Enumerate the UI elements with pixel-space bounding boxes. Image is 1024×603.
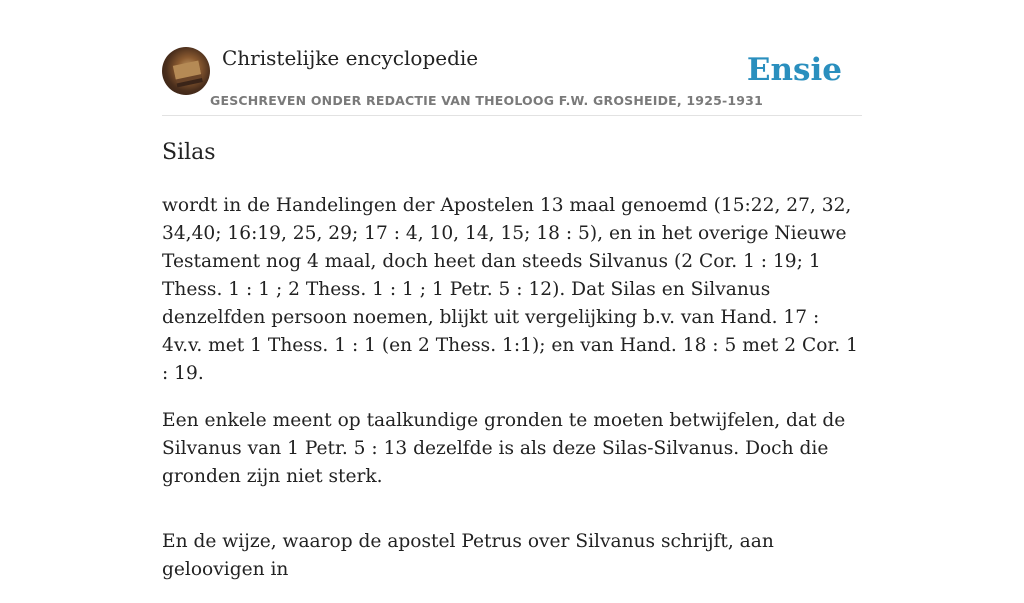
article-paragraph: wordt in de Handelingen der Apostelen 13 maal genoemd (15:22, 27, 32, 34,40; 16:19, 25, 29; 17 : 4, 10, 14, 15; 18 : 5), en in het overige Nieuwe Testament nog 4 maal, doch heet dan steeds Silvanus (2 Cor. 1 : 19; 1 Thess. 1 : 1 ; 2 Thess. 1 : 1 ; 1 Petr. 5 : 12). Dat Silas en Silvanus denzelfden persoon noemen, blijkt uit vergelijking b.v. van Hand. 17 : 4v.v. met 1 Thess. 1 : 1 (en 2 Thess. 1:1); en van Hand. 18 : 5 met 2 Cor. 1 : 19. [162, 195, 858, 384]
article-title: Silas [162, 140, 216, 165]
ensie-brand-link[interactable]: Ensie [746, 52, 842, 88]
site-logo-avatar[interactable] [162, 47, 210, 95]
article-body [162, 192, 862, 603]
article-paragraph: Een enkele meent op taalkundige gronden te moeten betwijfelen, dat de Silvanus van 1 Petr. 5 : 13 dezelfde is als deze Silas-Silvanus. Doch die gronden zijn niet sterk. [162, 410, 846, 487]
site-subtitle: GESCHREVEN ONDER REDACTIE VAN THEOLOOG F.W. GROSHEIDE, 1925-1931 [210, 93, 763, 108]
article-paragraph: En de wijze, waarop de apostel Petrus over Silvanus schrijft, aan geloovigen in [162, 531, 774, 580]
book-image-icon [173, 60, 201, 79]
site-title[interactable]: Christelijke encyclopedie [222, 46, 479, 70]
site-header [162, 46, 862, 116]
header-divider [162, 115, 862, 116]
